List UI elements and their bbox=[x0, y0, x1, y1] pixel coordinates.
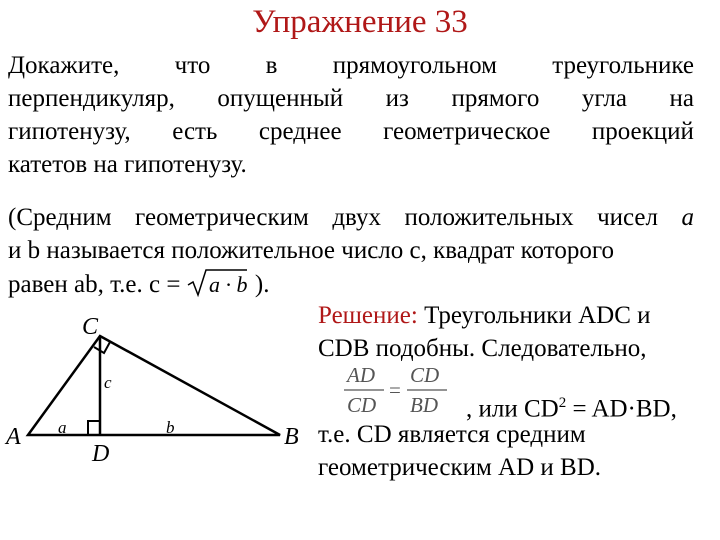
solution-line-2: CDB подобны. Следовательно, bbox=[318, 335, 647, 362]
word: геометрическое bbox=[383, 118, 551, 145]
problem-line-3 bbox=[8, 116, 694, 148]
word: геометрическим bbox=[135, 204, 309, 231]
word: из bbox=[385, 85, 409, 112]
problem-line-1 bbox=[8, 50, 694, 82]
definition-prefix: равен ab, т.е. c = bbox=[8, 271, 181, 298]
right-angle-mark-c bbox=[94, 342, 110, 353]
fraction-equals: = bbox=[389, 378, 401, 402]
word: прямого bbox=[451, 85, 540, 112]
word: гипотенузу, bbox=[8, 118, 131, 145]
word: a bbox=[681, 204, 694, 231]
word: угла bbox=[581, 85, 627, 112]
sqrt-radical bbox=[187, 268, 249, 298]
solution-line-5: геометрическим AD и BD. bbox=[318, 454, 602, 481]
solution-line-1 bbox=[318, 300, 651, 332]
fraction-denominator-right: BD bbox=[410, 393, 438, 417]
definition-suffix: ). bbox=[254, 271, 270, 298]
vertex-c-label: C bbox=[82, 314, 99, 340]
word: треугольнике bbox=[552, 52, 694, 79]
word: прямоугольном bbox=[332, 52, 497, 79]
word: среднее bbox=[258, 118, 342, 145]
word: на bbox=[669, 85, 694, 112]
word: (Средним bbox=[8, 204, 112, 231]
definition-line-1 bbox=[8, 202, 694, 234]
word: проекций bbox=[591, 118, 694, 145]
word: чисел bbox=[597, 204, 659, 231]
definition-line-2: и b называется положительное число c, квадрат которого bbox=[8, 237, 614, 264]
fraction-numerator-left: AD bbox=[347, 363, 375, 387]
word: перпендикуляр, bbox=[8, 85, 175, 112]
word: опущенный bbox=[217, 85, 344, 112]
proportion-fraction bbox=[338, 362, 450, 418]
right-angle-mark-d bbox=[88, 421, 100, 435]
triangle-figure bbox=[0, 308, 310, 468]
word: двух bbox=[332, 204, 381, 231]
definition-line-3 bbox=[8, 268, 270, 301]
segment-b-label: b bbox=[166, 418, 175, 437]
word: что bbox=[174, 52, 211, 79]
problem-line-4: катетов на гипотенузу. bbox=[8, 151, 247, 178]
solution-text: Треугольники ADC и bbox=[417, 302, 651, 329]
vertex-b-label: B bbox=[284, 424, 299, 450]
problem-line-2 bbox=[8, 83, 694, 115]
sqrt-radicand: a · b bbox=[208, 272, 248, 297]
segment-c-label: c bbox=[104, 373, 112, 392]
superscript: 2 bbox=[558, 395, 567, 411]
word: положительных bbox=[404, 204, 574, 231]
solution-label: Решение: bbox=[318, 302, 418, 329]
segment-a-label: a bbox=[58, 418, 67, 437]
page-title: Упражнение 33 bbox=[252, 4, 468, 40]
word: в bbox=[265, 52, 278, 79]
fraction-numerator-right: CD bbox=[410, 363, 440, 387]
solution-text: , или CD bbox=[466, 395, 559, 423]
word: Докажите, bbox=[8, 52, 120, 79]
fraction-denominator-left: CD bbox=[347, 393, 377, 417]
solution-line-4: т.е. CD является средним bbox=[318, 421, 586, 448]
solution-text: = AD·BD, bbox=[566, 395, 677, 423]
vertex-d-label: D bbox=[92, 441, 110, 467]
word: есть bbox=[172, 118, 218, 145]
vertex-a-label: A bbox=[6, 424, 21, 450]
